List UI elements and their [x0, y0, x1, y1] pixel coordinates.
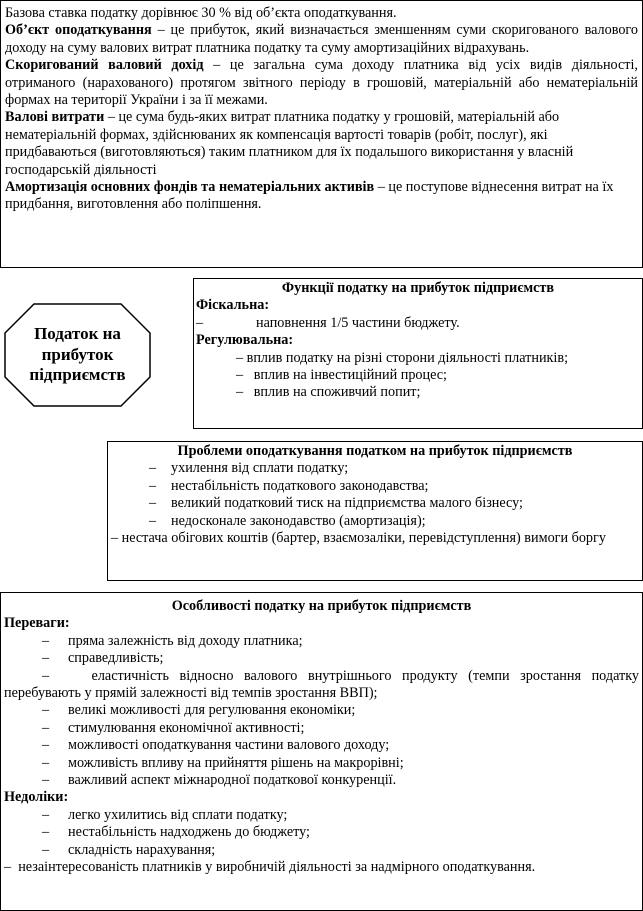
octagon-label: Податок на прибуток підприємств — [29, 324, 126, 385]
regulatory-item — [196, 350, 640, 367]
gross-expenses-term: Валові витрати — [5, 109, 105, 126]
problem-item-text: ухилення від сплати податку; — [171, 460, 349, 477]
problem-item-text: недосконале законодавство (амортизація); — [171, 512, 426, 529]
problem-item-text: нестача обігових коштів (бартер, взаємозаліки, перевідступлення) вимоги боргу — [121, 530, 606, 547]
problem-item-text: нестабільність податкового законодавства; — [171, 477, 429, 494]
dash-mark: – — [42, 824, 50, 841]
disadvantage-item — [4, 859, 639, 876]
problem-item — [111, 495, 639, 512]
dash-mark: – — [149, 460, 157, 477]
dash-mark: – — [42, 719, 50, 736]
dash-mark: – — [111, 530, 119, 547]
advantage-item — [4, 737, 639, 754]
dash-mark: – — [42, 737, 50, 754]
dash-mark: – — [4, 859, 12, 876]
dash-mark: – — [42, 841, 50, 858]
fiscal-label: Фіскальна: — [196, 297, 270, 314]
features-box — [0, 592, 643, 911]
gross-expenses-def: – це сума будь-яких витрат платника податку у грошовій, матеріальній або нематеріальній формах, здійснюваних як компенсація вартості товарів (робіт, послуг), які придбаваються (виготовляються) таким платником для їх подальшого використання у власній господарській діяльності — [5, 109, 574, 178]
intro-definitions-box — [0, 0, 643, 268]
fiscal-item — [196, 315, 640, 332]
dash-mark: – — [149, 495, 157, 512]
dash-mark: – — [42, 632, 50, 649]
advantage-item — [4, 633, 639, 650]
advantage-item — [4, 650, 639, 667]
problems-title: Проблеми оподаткування податком на прибуток підприємств — [177, 443, 573, 459]
dash-mark: – — [236, 384, 244, 401]
regulatory-item-text: вплив на інвестиційний процес; — [253, 367, 447, 384]
advantage-item — [4, 720, 639, 737]
advantage-item-text: справедливість; — [68, 650, 164, 667]
object-definition — [5, 22, 638, 57]
gross-expenses-definition — [5, 109, 638, 179]
advantage-item-text: великі можливості для регулювання економіки; — [68, 702, 356, 719]
advantage-item-text: пряма залежність від доходу платника; — [68, 632, 303, 649]
problems-box — [107, 441, 643, 581]
disadvantage-item — [4, 842, 639, 859]
dash-mark: – — [236, 349, 244, 366]
dash-mark: – — [236, 367, 244, 384]
fiscal-item-text: наповнення 1/5 частини бюджету. — [256, 314, 460, 331]
base-rate-text: Базова ставка податку дорівнює 30 % від об’єкта оподаткування. — [5, 5, 397, 21]
gross-income-def: – це загальна сума доходу платника від усіх видів діяльності, отриманого (нарахованого) протягом звітного періоду в грошовій, матеріальній або нематеріальній формах на території України і за її межами. — [5, 57, 638, 109]
functions-title: Функції податку на прибуток підприємств — [281, 280, 555, 296]
advantage-item-text: можливість впливу на прийняття рішень на макрорівні; — [68, 754, 404, 771]
advantage-item-text: еластичність відносно валового внутрішнього продукту (темпи зростання податку перебувають у прямій залежності від темпів зростання ВВП); — [4, 667, 639, 702]
advantages-label: Переваги: — [4, 615, 70, 632]
dash-mark: – — [42, 650, 50, 667]
problem-item — [111, 478, 639, 495]
dash-mark: – — [42, 702, 50, 719]
tax-octagon-shape — [4, 303, 151, 407]
disadvantage-item-text: легко ухилитись від сплати податку; — [68, 806, 288, 823]
advantage-item-text: можливості оподаткування частини валового доходу; — [68, 737, 390, 754]
disadvantage-item-text: нестабільність надходжень до бюджету; — [68, 824, 311, 841]
advantage-item — [4, 702, 639, 719]
dash-mark: – — [196, 314, 204, 331]
regulatory-item — [196, 384, 640, 401]
advantage-item-text: стимулювання економічної активності; — [68, 719, 305, 736]
functions-box — [193, 278, 643, 429]
amortization-definition — [5, 179, 638, 214]
object-term: Об’єкт оподаткування — [5, 22, 152, 39]
advantage-item — [4, 772, 639, 789]
dash-mark: – — [42, 806, 50, 823]
regulatory-label: Регулювальна: — [196, 332, 294, 349]
amortization-term: Амортизація основних фондів та нематеріальних активів — [5, 179, 375, 196]
problem-item — [111, 460, 639, 477]
disadvantage-item-text: незаінтересованість платників у виробничій діяльності за надмірного оподаткування. — [18, 859, 536, 876]
advantage-item — [4, 755, 639, 772]
object-def: – це прибуток, який визначається зменшенням суми скоригованого валового доходу на суму валових витрат платника податку та суму амортизаційних відрахувань. — [5, 22, 638, 56]
features-title: Особливості податку на прибуток підприємств — [171, 598, 472, 614]
disadvantage-item — [4, 824, 639, 841]
dash-mark: – — [149, 477, 157, 494]
advantage-item-text: важливий аспект міжнародної податкової конкуренції. — [68, 772, 397, 789]
dash-mark: – — [42, 667, 50, 684]
problem-item — [111, 513, 639, 530]
problem-item — [111, 530, 639, 547]
gross-income-term: Скоригований валовий дохід — [5, 57, 204, 74]
amortization-def: – це поступове віднесення витрат на їх придбання, виготовлення або поліпшення. — [5, 179, 614, 213]
dash-mark: – — [42, 754, 50, 771]
dash-mark: – — [149, 512, 157, 529]
problem-item-text: великий податковий тиск на підприємства малого бізнесу; — [171, 495, 523, 512]
disadvantage-item — [4, 807, 639, 824]
advantage-item — [4, 668, 639, 703]
dash-mark: – — [42, 772, 50, 789]
regulatory-item-text: вплив податку на різні сторони діяльності платників; — [246, 349, 569, 366]
regulatory-item — [196, 367, 640, 384]
disadvantage-item-text: складність нарахування; — [68, 841, 216, 858]
gross-income-definition — [5, 57, 638, 109]
regulatory-item-text: вплив на споживчий попит; — [253, 384, 421, 401]
disadvantages-label: Недоліки: — [4, 789, 69, 806]
